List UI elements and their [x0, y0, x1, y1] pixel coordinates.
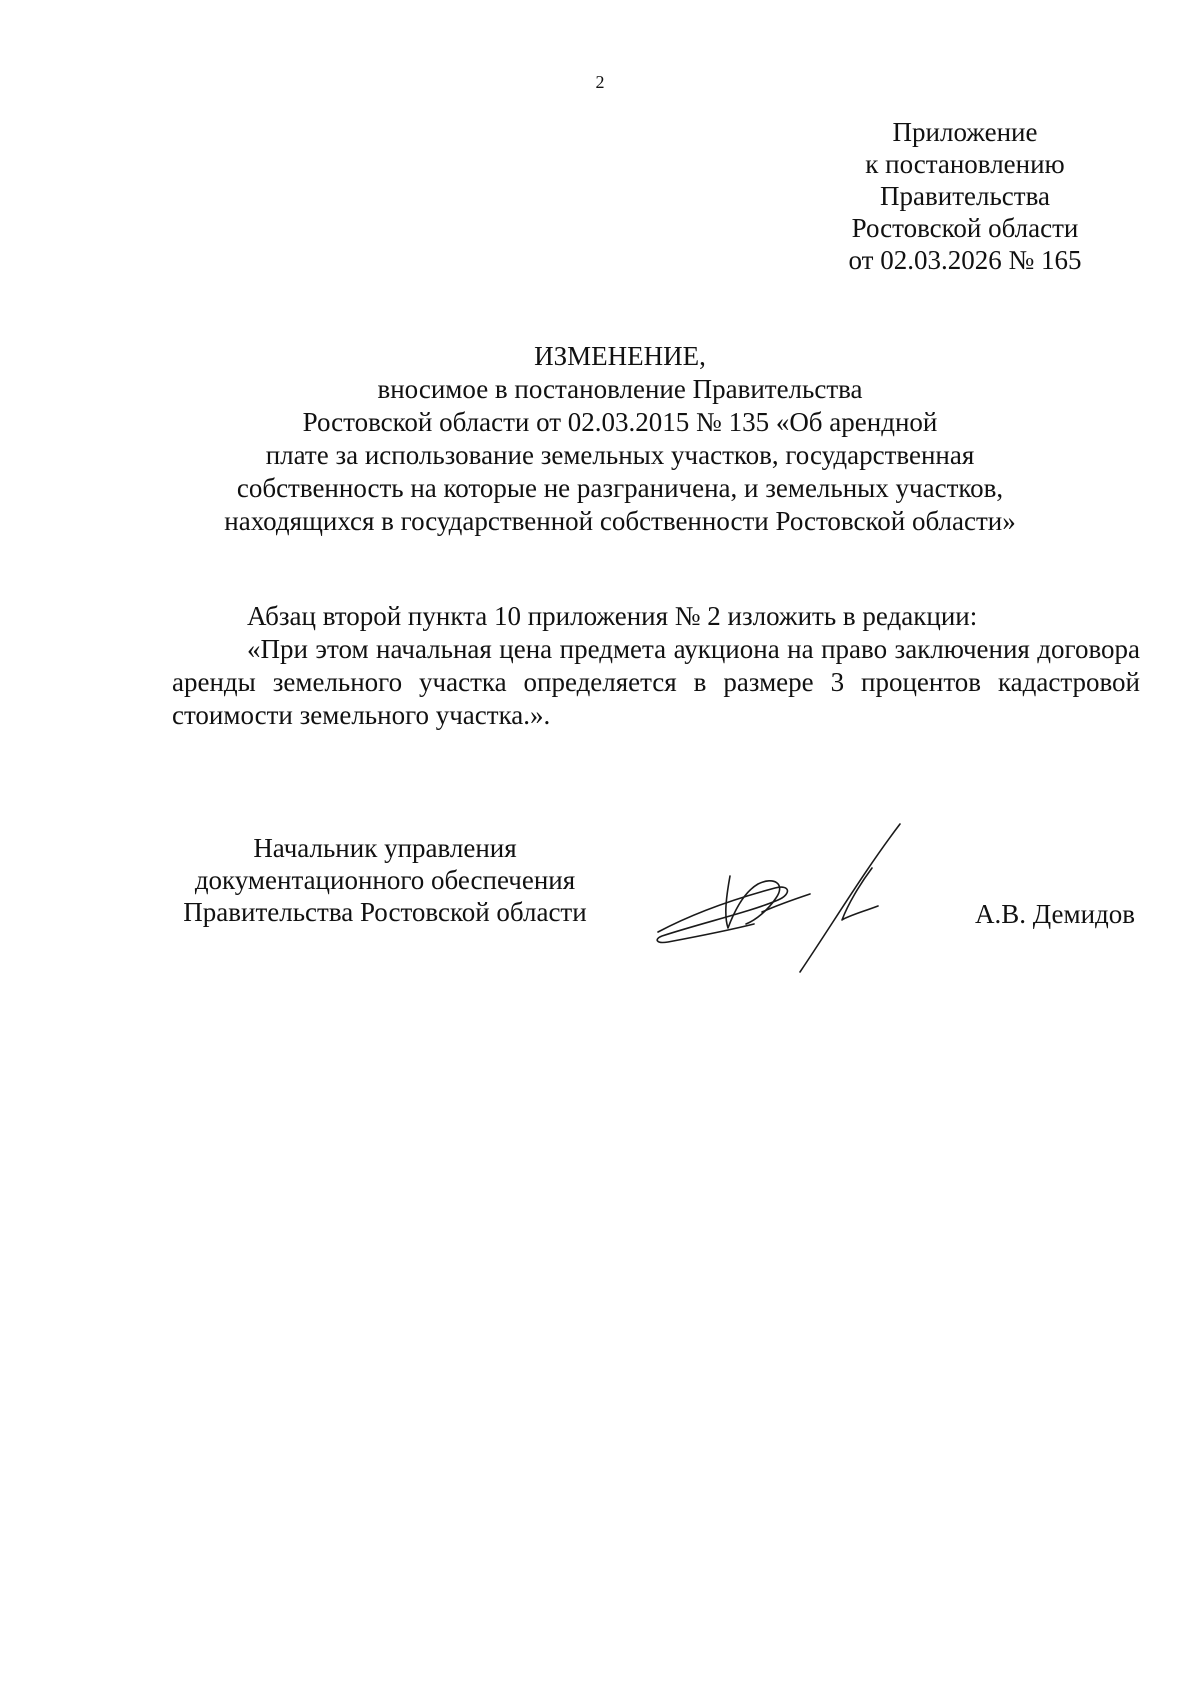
appendix-line: Приложение: [892, 117, 1038, 147]
signer-name: А.В. Демидов: [975, 899, 1136, 929]
title-line: плате за использование земельных участков, государственная: [265, 440, 975, 470]
body-paragraph: Абзац второй пункта 10 приложения № 2 изложить в редакции:: [247, 601, 978, 631]
title-heading: ИЗМЕНЕНИЕ,: [534, 341, 706, 371]
signer-position-line: Правительства Ростовской области: [183, 897, 587, 927]
title-line: Ростовской области от 02.03.2015 № 135 «Об арендной: [302, 407, 938, 437]
signer-position-line: Начальник управления: [253, 833, 517, 863]
signer-position-line: документационного обеспечения: [194, 865, 576, 895]
appendix-line: Ростовской области: [851, 213, 1079, 243]
appendix-line: Правительства: [880, 181, 1050, 211]
title-line: находящихся в государственной собственности Ростовской области»: [224, 506, 1016, 536]
document-body: [172, 600, 1140, 732]
handwritten-signature: [650, 820, 950, 980]
document-title: [170, 340, 1070, 538]
page-number: 2: [595, 72, 605, 92]
appendix-stamp: [820, 116, 1110, 276]
title-line: собственность на которые не разграничена, и земельных участков,: [236, 473, 1004, 503]
appendix-line: к постановлению: [865, 149, 1065, 179]
signer-position: [170, 832, 600, 928]
appendix-line: от 02.03.2026 № 165: [848, 245, 1082, 275]
title-line: вносимое в постановление Правительства: [377, 374, 863, 404]
body-paragraph: «При этом начальная цена предмета аукциона на право заключения договора аренды земельного участка определяется в размере 3 процентов кадастровой стоимости земельного участка.».: [172, 634, 1140, 730]
